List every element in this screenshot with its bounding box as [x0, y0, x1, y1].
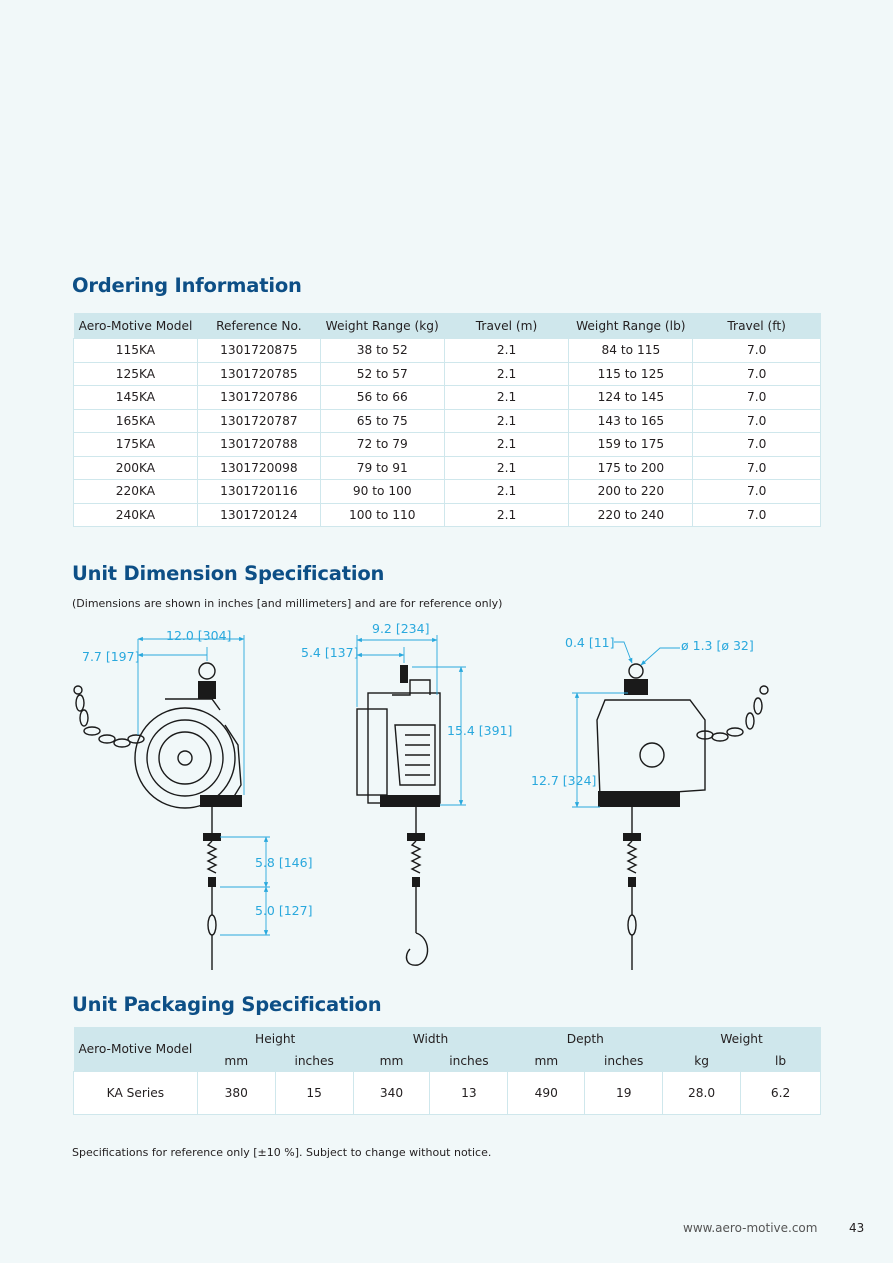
- table-cell: 7.0: [693, 433, 821, 457]
- table-cell: 220KA: [74, 480, 198, 504]
- dim-front-cable: 5.0 [127]: [255, 903, 313, 918]
- table-cell: 340: [353, 1072, 430, 1115]
- dim-rear-height: 12.7 [324]: [531, 773, 597, 788]
- table-cell: 2.1: [444, 339, 569, 363]
- ordering-table: [73, 313, 821, 527]
- rear-view-drawing: [572, 642, 768, 970]
- footnote: Specifications for reference only [±10 %]. Subject to change without notice.: [72, 1146, 492, 1159]
- packaging-data-row: [74, 1072, 821, 1115]
- packaging-unit-cell: inches: [430, 1051, 508, 1072]
- dim-rear-hook: 0.4 [11]: [565, 635, 615, 650]
- table-cell: 2.1: [444, 503, 569, 527]
- table-cell: 2.1: [444, 433, 569, 457]
- packaging-group-height: Height: [197, 1027, 353, 1051]
- table-row: [74, 433, 821, 457]
- table-cell: 2.1: [444, 362, 569, 386]
- table-cell: 1301720098: [197, 456, 320, 480]
- table-row: [74, 339, 821, 363]
- table-cell: 2.1: [444, 409, 569, 433]
- table-cell: 490: [508, 1072, 585, 1115]
- table-cell: 7.0: [693, 503, 821, 527]
- dim-side-offset: 5.4 [137]: [301, 645, 359, 660]
- table-cell: 7.0: [693, 362, 821, 386]
- ordering-header-cell: Travel (m): [444, 313, 569, 339]
- table-cell: 240KA: [74, 503, 198, 527]
- table-cell: 1301720124: [197, 503, 320, 527]
- table-cell: 7.0: [693, 409, 821, 433]
- table-cell: 1301720116: [197, 480, 320, 504]
- table-row: [74, 480, 821, 504]
- packaging-unit-cell: inches: [585, 1051, 663, 1072]
- table-cell: 125KA: [74, 362, 198, 386]
- ordering-body: [74, 339, 821, 527]
- front-chain-icon: [74, 686, 144, 747]
- table-row: [74, 409, 821, 433]
- table-row: [74, 503, 821, 527]
- ordering-header-cell: Travel (ft): [693, 313, 821, 339]
- packaging-unit-cell: mm: [508, 1051, 585, 1072]
- ordering-header-cell: Aero-Motive Model: [74, 313, 198, 339]
- ordering-header-cell: Weight Range (lb): [569, 313, 693, 339]
- table-cell: 159 to 175: [569, 433, 693, 457]
- packaging-group-depth: Depth: [508, 1027, 663, 1051]
- table-cell: 1301720786: [197, 386, 320, 410]
- table-cell: 13: [430, 1072, 508, 1115]
- rear-chain-icon: [697, 686, 768, 741]
- packaging-unit-cell: mm: [197, 1051, 275, 1072]
- table-cell: 115KA: [74, 339, 198, 363]
- table-cell: 1301720787: [197, 409, 320, 433]
- table-cell: 15: [275, 1072, 353, 1115]
- table-cell: 56 to 66: [320, 386, 444, 410]
- dim-front-width: 12.0 [304]: [166, 628, 232, 643]
- table-cell: 72 to 79: [320, 433, 444, 457]
- table-row: [74, 362, 821, 386]
- packaging-model-header: Aero-Motive Model: [74, 1027, 198, 1072]
- table-cell: 115 to 125: [569, 362, 693, 386]
- ordering-title: Ordering Information: [72, 274, 302, 297]
- table-row: [74, 386, 821, 410]
- table-cell: 7.0: [693, 456, 821, 480]
- table-cell: 165KA: [74, 409, 198, 433]
- table-cell: 145KA: [74, 386, 198, 410]
- table-cell: 124 to 145: [569, 386, 693, 410]
- table-cell: 175 to 200: [569, 456, 693, 480]
- table-cell: 1301720875: [197, 339, 320, 363]
- table-cell: 200KA: [74, 456, 198, 480]
- table-cell: 2.1: [444, 480, 569, 504]
- packaging-group-width: Width: [353, 1027, 508, 1051]
- dim-front-offset: 7.7 [197]: [82, 649, 140, 664]
- packaging-unit-cell: lb: [741, 1051, 821, 1072]
- table-cell: KA Series: [74, 1072, 198, 1115]
- page-number: 43: [849, 1221, 865, 1235]
- table-cell: 200 to 220: [569, 480, 693, 504]
- table-cell: 90 to 100: [320, 480, 444, 504]
- table-cell: 175KA: [74, 433, 198, 457]
- table-cell: 6.2: [741, 1072, 821, 1115]
- packaging-unit-cell: mm: [353, 1051, 430, 1072]
- table-cell: 52 to 57: [320, 362, 444, 386]
- table-cell: 19: [585, 1072, 663, 1115]
- dim-side-width: 9.2 [234]: [372, 621, 430, 636]
- table-cell: 7.0: [693, 386, 821, 410]
- packaging-table: [73, 1027, 821, 1115]
- table-cell: 220 to 240: [569, 503, 693, 527]
- table-cell: 38 to 52: [320, 339, 444, 363]
- dim-side-height: 15.4 [391]: [447, 723, 513, 738]
- side-view-drawing: [357, 635, 466, 965]
- dimension-drawings: [0, 615, 893, 975]
- dim-front-spring: 5.8 [146]: [255, 855, 313, 870]
- table-cell: 1301720785: [197, 362, 320, 386]
- table-row: [74, 456, 821, 480]
- packaging-title: Unit Packaging Specification: [72, 993, 382, 1016]
- load-hook-icon: [406, 933, 427, 965]
- table-cell: 143 to 165: [569, 409, 693, 433]
- footer-url[interactable]: www.aero-motive.com: [683, 1221, 818, 1235]
- ordering-header-row: [74, 313, 821, 339]
- ordering-header-cell: Reference No.: [197, 313, 320, 339]
- table-cell: 28.0: [663, 1072, 741, 1115]
- ordering-header-cell: Weight Range (kg): [320, 313, 444, 339]
- packaging-unit-cell: kg: [663, 1051, 741, 1072]
- packaging-unit-cell: inches: [275, 1051, 353, 1072]
- table-cell: 7.0: [693, 480, 821, 504]
- table-cell: 1301720788: [197, 433, 320, 457]
- table-cell: 2.1: [444, 386, 569, 410]
- table-cell: 79 to 91: [320, 456, 444, 480]
- packaging-group-weight: Weight: [663, 1027, 821, 1051]
- table-cell: 100 to 110: [320, 503, 444, 527]
- dimension-title: Unit Dimension Specification: [72, 562, 385, 585]
- dim-rear-eye: ø 1.3 [ø 32]: [681, 638, 754, 653]
- packaging-group-row: [74, 1027, 821, 1051]
- table-cell: 7.0: [693, 339, 821, 363]
- table-cell: 2.1: [444, 456, 569, 480]
- dimension-note: (Dimensions are shown in inches [and millimeters] and are for reference only): [72, 597, 503, 610]
- table-cell: 380: [197, 1072, 275, 1115]
- table-cell: 84 to 115: [569, 339, 693, 363]
- table-cell: 65 to 75: [320, 409, 444, 433]
- front-view-drawing: [74, 635, 270, 970]
